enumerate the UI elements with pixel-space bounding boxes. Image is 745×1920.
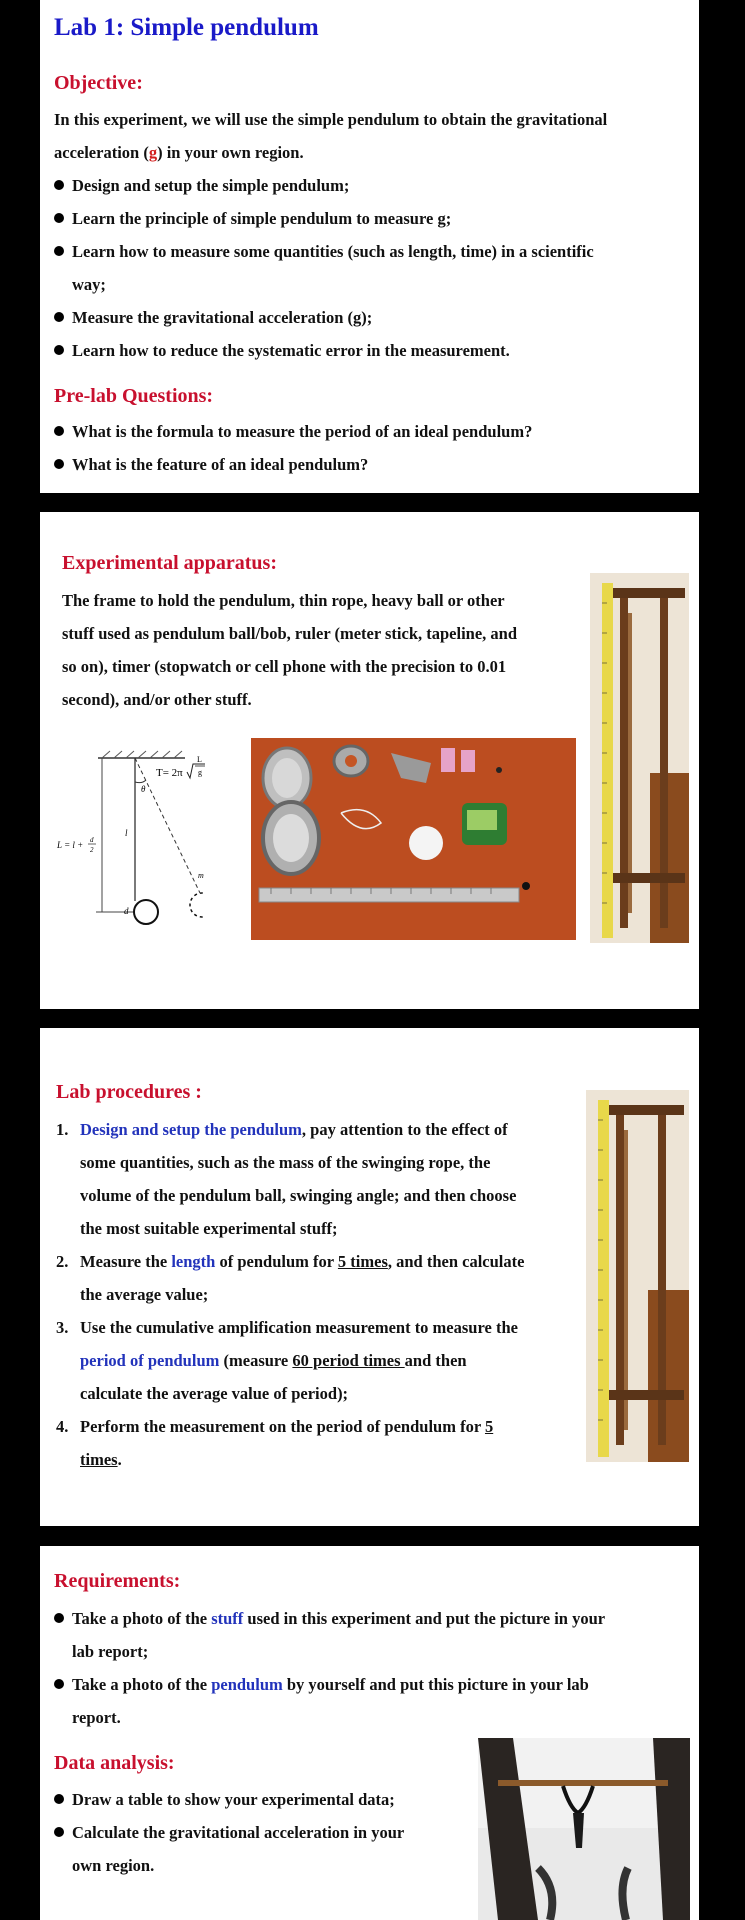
objective-bullet: Design and setup the simple pendulum; <box>54 176 349 196</box>
bullet-icon <box>54 426 64 436</box>
step-line: period of pendulum (measure 60 period times and then <box>80 1351 467 1370</box>
half-num: d <box>90 836 94 844</box>
objective-bullet-cont: way; <box>72 275 106 294</box>
objective-heading: Objective: <box>54 72 143 94</box>
step-line: times. <box>80 1450 122 1469</box>
slide-procedures <box>40 1028 699 1526</box>
data-analysis-heading: Data analysis: <box>54 1752 175 1774</box>
half-den: 2 <box>90 846 94 854</box>
requirement-item-cont: lab report; <box>72 1642 149 1661</box>
data-analysis-item: Draw a table to show your experimental data; <box>54 1790 395 1810</box>
length-label: L = l + <box>57 840 84 850</box>
step-line: calculate the average value of period); <box>80 1384 349 1403</box>
slide-apparatus <box>40 512 699 1009</box>
l-label: l <box>125 828 128 838</box>
apparatus-heading: Experimental apparatus: <box>62 552 277 574</box>
theta-label: θ <box>141 784 146 794</box>
intro-line-1: In this experiment, we will use the simple pendulum to obtain the gravitational <box>54 110 608 129</box>
bullet-icon <box>54 1613 64 1623</box>
apparatus-line: second), and/or other stuff. <box>62 690 252 709</box>
formula-num: L <box>197 755 202 764</box>
objective-bullet: Learn the principle of simple pendulum to measure g; <box>54 209 451 229</box>
m-label: m <box>198 871 204 880</box>
data-analysis-item-cont: own region. <box>72 1856 155 1875</box>
requirements-heading: Requirements: <box>54 1570 181 1592</box>
requirement-item: Take a photo of the stuff used in this experiment and put the picture in your <box>54 1609 605 1629</box>
bullet-icon <box>54 213 64 223</box>
bullet-icon <box>54 1794 64 1804</box>
bullet-icon <box>54 180 64 190</box>
apparatus-line: so on), timer (stopwatch or cell phone with the precision to 0.01 <box>62 657 507 676</box>
requirement-item-cont: report. <box>72 1708 121 1727</box>
step-line: 1. Design and setup the pendulum, pay attention to the effect of <box>56 1120 508 1139</box>
bullet-icon <box>54 312 64 322</box>
procedures-heading: Lab procedures : <box>56 1081 202 1103</box>
step-line: the average value; <box>80 1285 209 1304</box>
apparatus-line: The frame to hold the pendulum, thin rope, heavy ball or other <box>62 591 505 610</box>
step-line: 4. Perform the measurement on the period of pendulum for 5 <box>56 1417 494 1436</box>
step-line: volume of the pendulum ball, swinging angle; and then choose <box>80 1186 517 1205</box>
frame-photo <box>590 573 689 943</box>
objective-bullet: Learn how to reduce the systematic error in the measurement. <box>54 341 510 361</box>
intro-line-2: acceleration (g) in your own region. <box>54 143 304 162</box>
formula-lhs: T= 2π <box>156 767 183 779</box>
step-line: some quantities, such as the mass of the swinging rope, the <box>80 1153 491 1172</box>
formula-den: g <box>198 768 202 777</box>
data-analysis-item: Calculate the gravitational acceleration in your <box>54 1823 404 1843</box>
objective-bullet: Learn how to measure some quantities (such as length, time) in a scientific <box>54 242 594 262</box>
objective-bullet: Measure the gravitational acceleration (g); <box>54 308 372 328</box>
prelab-question: What is the feature of an ideal pendulum? <box>54 455 368 475</box>
d-label: d <box>124 906 129 916</box>
slide-objective <box>40 0 699 493</box>
prelab-heading: Pre-lab Questions: <box>54 385 214 407</box>
step-line: 2. Measure the length of pendulum for 5 times, and then calculate <box>56 1252 525 1271</box>
slide-requirements <box>40 1546 699 1920</box>
pendulum-diagram <box>50 748 205 928</box>
bullet-icon <box>54 1827 64 1837</box>
bullet-icon <box>54 345 64 355</box>
prelab-question: What is the formula to measure the period of an ideal pendulum? <box>54 422 532 442</box>
frame-photo <box>586 1090 689 1462</box>
pendulum-photo <box>478 1738 690 1920</box>
requirement-item: Take a photo of the pendulum by yourself and put this picture in your lab <box>54 1675 589 1695</box>
lab-title: Lab 1: Simple pendulum <box>54 14 319 41</box>
bullet-icon <box>54 1679 64 1689</box>
step-line: 3. Use the cumulative amplification measurement to measure the <box>56 1318 518 1337</box>
apparatus-photo <box>251 738 576 940</box>
step-line: the most suitable experimental stuff; <box>80 1219 338 1238</box>
bullet-icon <box>54 246 64 256</box>
bullet-icon <box>54 459 64 469</box>
apparatus-line: stuff used as pendulum ball/bob, ruler (meter stick, tapeline, and <box>62 624 518 643</box>
